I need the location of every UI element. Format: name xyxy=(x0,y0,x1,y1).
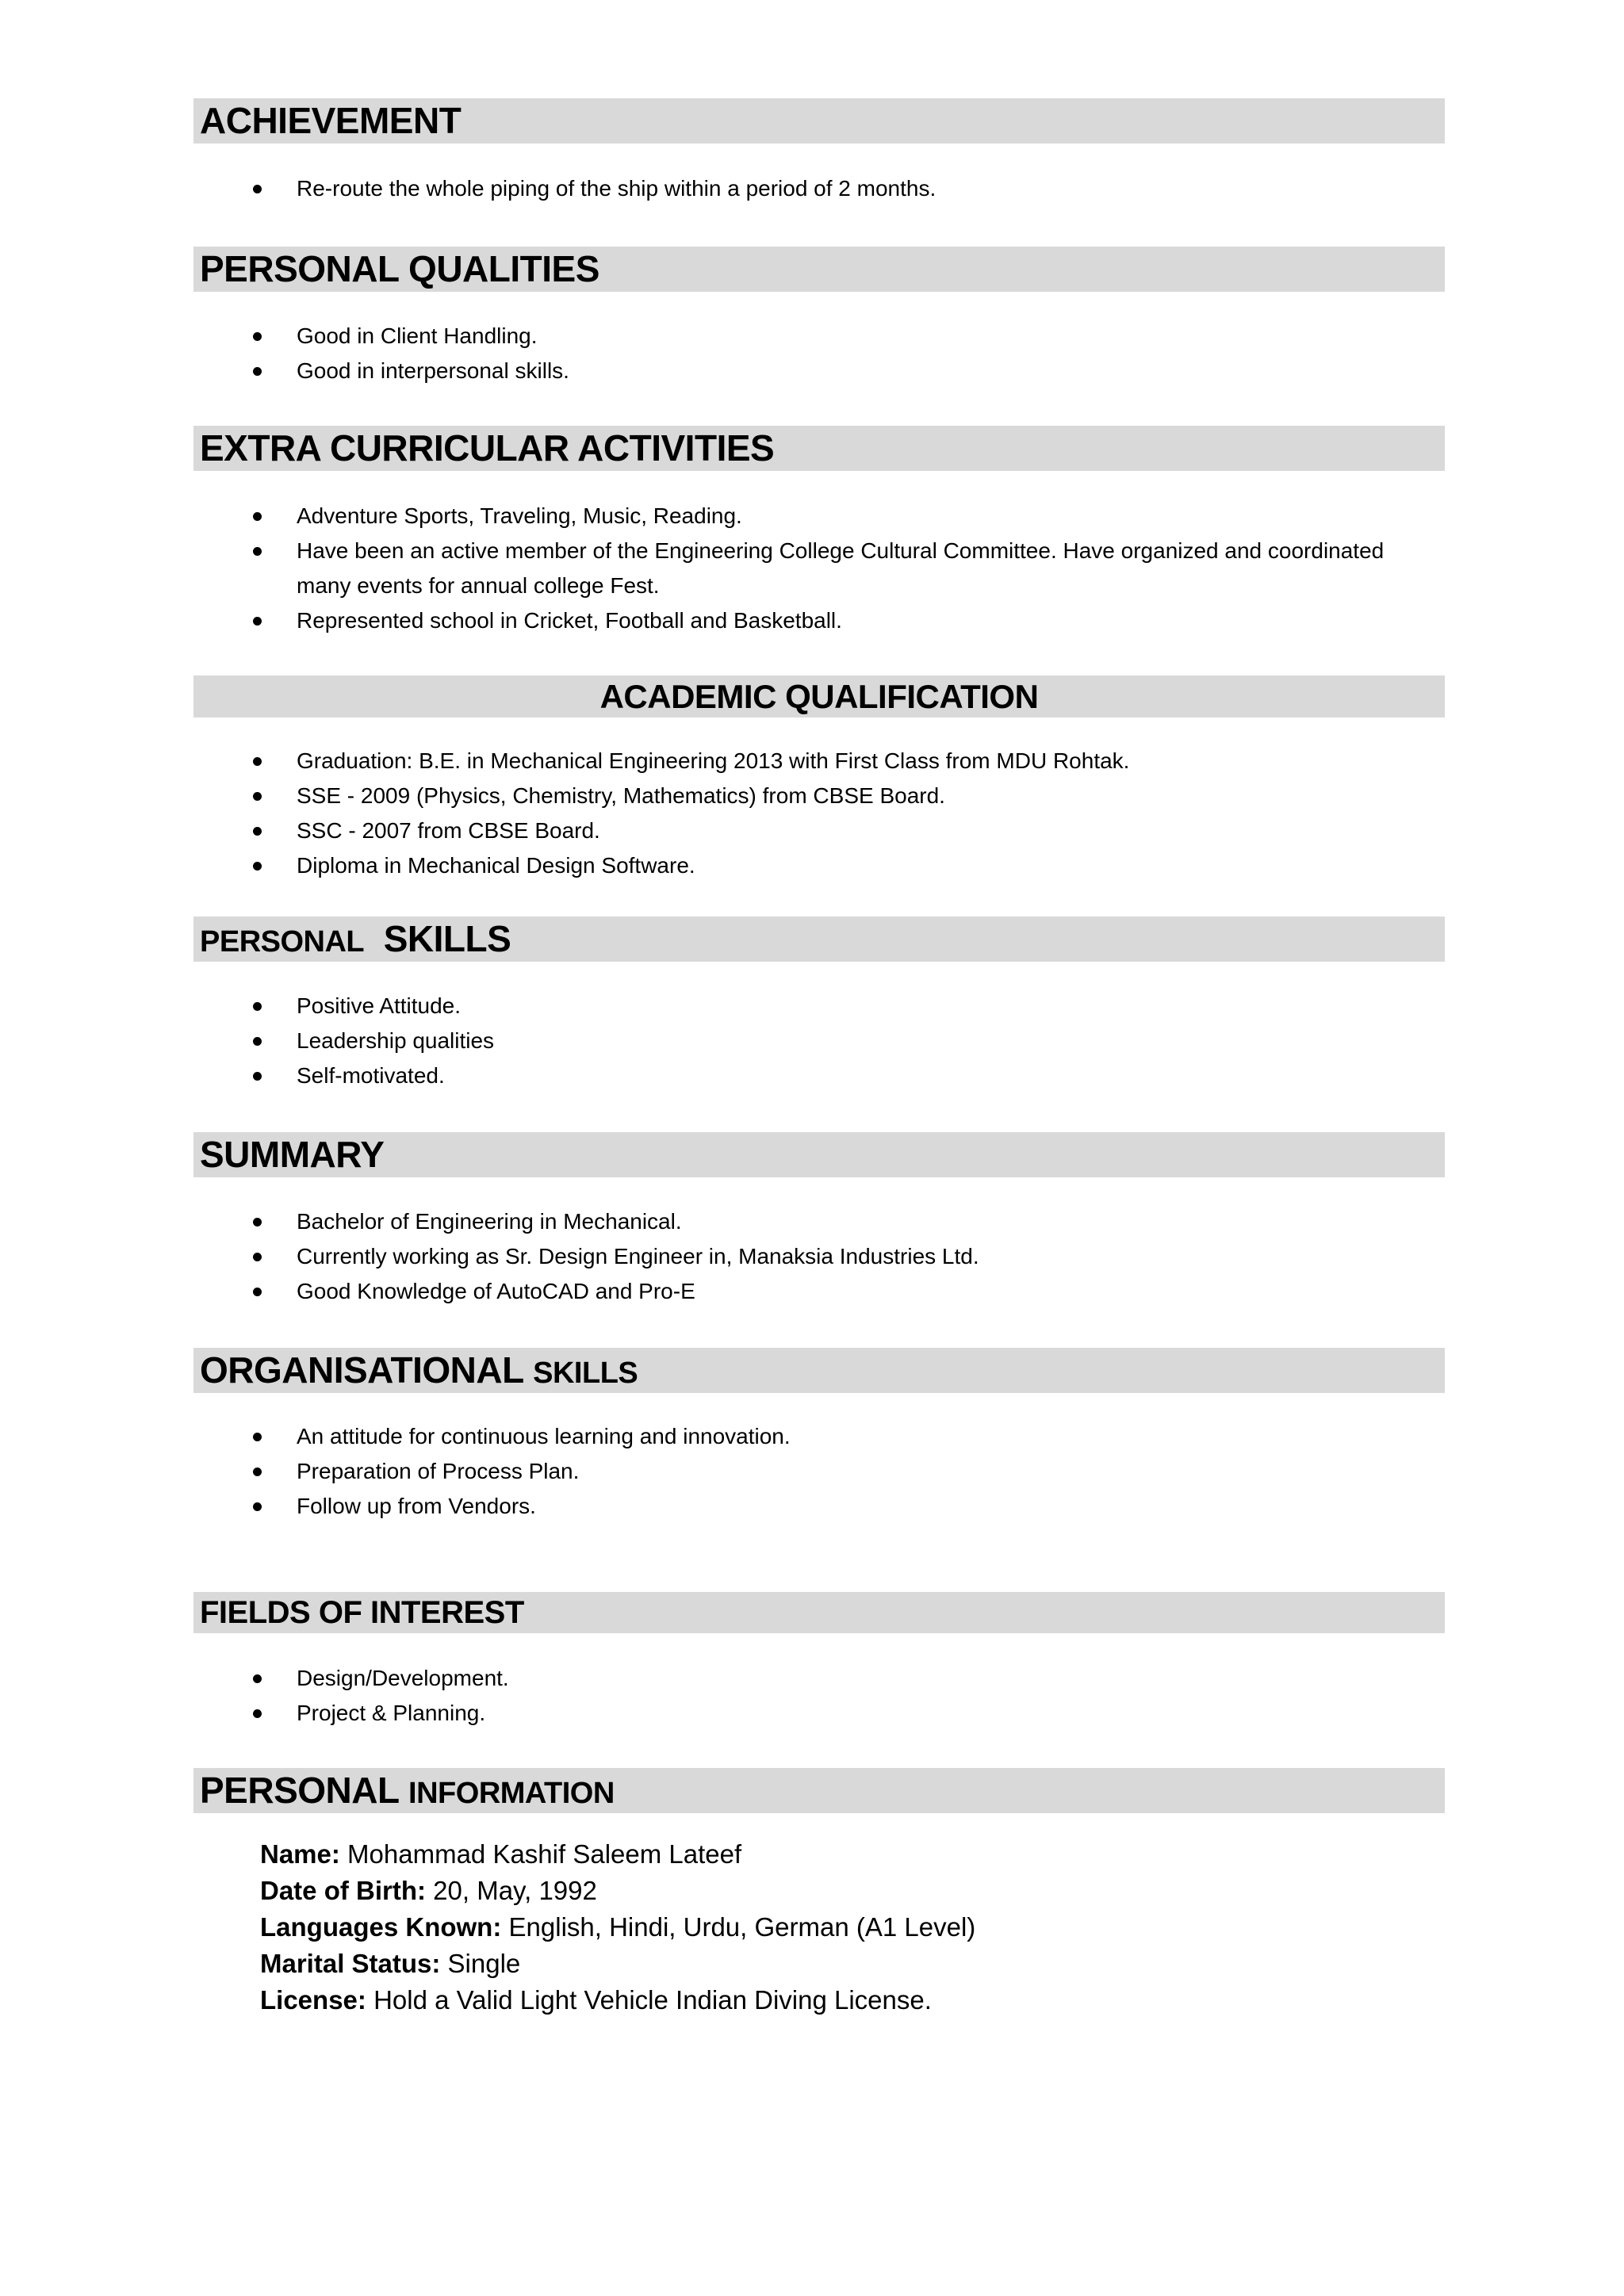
list-item: Currently working as Sr. Design Engineer in, Manaksia Industries Ltd. xyxy=(0,1239,1391,1274)
heading-part: SKILLS xyxy=(383,918,511,959)
personal-information-block xyxy=(260,1836,975,2019)
personal-qualities-list xyxy=(0,319,1391,388)
list-item: SSE - 2009 (Physics, Chemistry, Mathematics) from CBSE Board. xyxy=(0,779,1391,813)
marital-status-row xyxy=(260,1946,975,1982)
list-item: Diploma in Mechanical Design Software. xyxy=(0,848,1391,883)
list-item: Self-motivated. xyxy=(0,1058,1391,1093)
list-item: Represented school in Cricket, Football and Basketball. xyxy=(0,603,1391,638)
list-item: SSC - 2007 from CBSE Board. xyxy=(0,813,1391,848)
heading-part: SKILLS xyxy=(533,1357,638,1390)
section-heading-personal-information xyxy=(193,1768,1445,1813)
heading-part: ORGANISATIONAL xyxy=(200,1349,523,1391)
list-item: Design/Development. xyxy=(0,1661,1391,1696)
license-value: Hold a Valid Light Vehicle Indian Diving License. xyxy=(373,1985,932,2015)
summary-list xyxy=(0,1204,1391,1309)
name-value: Mohammad Kashif Saleem Lateef xyxy=(347,1839,742,1869)
list-item: Graduation: B.E. in Mechanical Engineering 2013 with First Class from MDU Rohtak. xyxy=(0,744,1391,779)
heading-part: PERSONAL xyxy=(200,925,365,959)
section-heading-fields-of-interest: FIELDS OF INTEREST xyxy=(193,1592,1445,1633)
list-item: Bachelor of Engineering in Mechanical. xyxy=(0,1204,1391,1239)
list-item: Positive Attitude. xyxy=(0,989,1391,1024)
heading-part: PERSONAL xyxy=(200,1770,399,1811)
list-item: Preparation of Process Plan. xyxy=(0,1454,1391,1489)
list-item: Follow up from Vendors. xyxy=(0,1489,1391,1524)
list-item: Have been an active member of the Engineering College Cultural Committee. Have organized and coordinated many events for annual college Fest. xyxy=(0,534,1391,603)
list-item: Adventure Sports, Traveling, Music, Reading. xyxy=(0,499,1391,534)
license-label: License: xyxy=(260,1985,366,2015)
list-item: Leadership qualities xyxy=(0,1024,1391,1058)
section-heading-academic: ACADEMIC QUALIFICATION xyxy=(193,675,1445,718)
list-item: Project & Planning. xyxy=(0,1696,1391,1731)
section-heading-achievement: ACHIEVEMENT xyxy=(193,98,1445,144)
list-item: Good in interpersonal skills. xyxy=(0,354,1391,388)
marital-status-label: Marital Status: xyxy=(260,1949,441,1978)
section-heading-organisational-skills xyxy=(193,1348,1445,1393)
languages-row xyxy=(260,1909,975,1946)
dob-row xyxy=(260,1873,975,1909)
achievement-list xyxy=(0,171,1391,206)
section-heading-personal-skills xyxy=(193,916,1445,962)
license-row xyxy=(260,1982,975,2019)
name-label: Name: xyxy=(260,1839,340,1869)
academic-list xyxy=(0,744,1391,883)
section-heading-summary: SUMMARY xyxy=(193,1132,1445,1177)
list-item: Re-route the whole piping of the ship within a period of 2 months. xyxy=(0,171,1391,206)
languages-value: English, Hindi, Urdu, German (A1 Level) xyxy=(508,1912,976,1942)
fields-of-interest-list xyxy=(0,1661,1391,1731)
marital-status-value: Single xyxy=(447,1949,521,1978)
section-heading-extracurricular: EXTRA CURRICULAR ACTIVITIES xyxy=(193,426,1445,471)
name-row xyxy=(260,1836,975,1873)
dob-value: 20, May, 1992 xyxy=(433,1876,597,1905)
personal-skills-list xyxy=(0,989,1391,1093)
heading-part: INFORMATION xyxy=(408,1777,615,1810)
languages-label: Languages Known: xyxy=(260,1912,502,1942)
dob-label: Date of Birth: xyxy=(260,1876,426,1905)
list-item: An attitude for continuous learning and innovation. xyxy=(0,1419,1391,1454)
section-heading-personal-qualities: PERSONAL QUALITIES xyxy=(193,247,1445,292)
list-item: Good in Client Handling. xyxy=(0,319,1391,354)
extracurricular-list xyxy=(0,499,1391,638)
list-item: Good Knowledge of AutoCAD and Pro-E xyxy=(0,1274,1391,1309)
organisational-skills-list xyxy=(0,1419,1391,1524)
